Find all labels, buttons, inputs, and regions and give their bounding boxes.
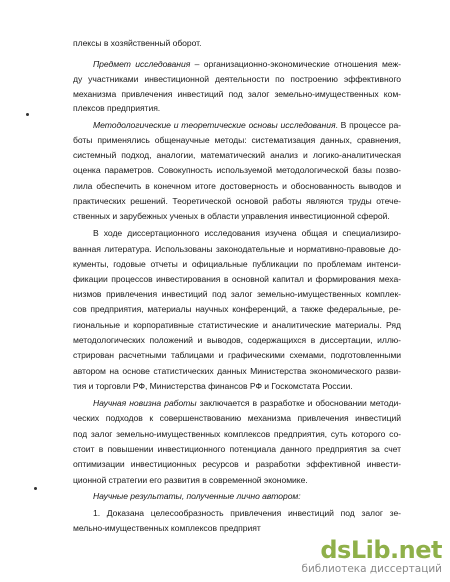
italic-heading: Предмет исследования <box>93 59 191 69</box>
text-run: фикации процессов инвестирования в основной капитал и формирования меха- <box>73 274 401 284</box>
text-line <box>73 523 401 533</box>
text-run: боты применялись общенаучные методы: систематизация данных, сравнения, <box>73 135 401 145</box>
text-run: плексов предприятия. <box>73 103 161 113</box>
text-run: плексы в хозяйственный оборот. <box>73 38 202 48</box>
text-run: практических решений. Теоретической основой работы являются труды отече- <box>73 196 401 206</box>
text-run: стоит в повышении инвестиционного потенциала данного предприятия за счет <box>73 444 401 454</box>
italic-heading: Методологические и теоретические основы исследования <box>93 120 336 130</box>
text-run: гиональные и корпоративные статистические и аналитические материалы. Ряд <box>73 320 401 330</box>
text-run: мельно-имущественных комплексов предприят <box>73 523 261 533</box>
text-line <box>73 74 401 84</box>
text-line <box>73 38 401 48</box>
text-line <box>93 491 401 501</box>
text-run: ванная литература. Использованы законодательные и нормативно-правовые до- <box>73 244 401 254</box>
text-line <box>73 350 401 360</box>
text-line <box>73 103 401 113</box>
text-line <box>93 398 401 408</box>
text-line <box>73 444 401 454</box>
text-run: стрирован расчетными таблицами и графическими схемами, подготовленными <box>73 350 401 360</box>
text-line <box>73 459 401 469</box>
text-line <box>73 259 401 269</box>
text-line <box>73 335 401 345</box>
text-run: ственных и зарубежных ученых в области управления инвестиционной сферой. <box>73 211 390 221</box>
text-run: кументы, годовые отчеты и официальные публикации по проблемам интенси- <box>73 259 401 269</box>
watermark-subtitle: библиотека диссертаций <box>301 563 442 575</box>
margin-mark <box>26 113 29 116</box>
text-run: ческих подходов к совершенствованию механизма привлечения инвестиций <box>73 413 401 423</box>
text-run: системный подход, аналогии, математический анализ и логико-аналитическая <box>73 150 401 160</box>
text-line <box>93 228 401 238</box>
text-line <box>73 366 401 376</box>
text-line <box>73 413 401 423</box>
text-line <box>93 120 401 130</box>
text-line <box>73 475 401 485</box>
text-run: под залог земельно-имущественных комплексов предприятия, суть которого со- <box>73 429 401 439</box>
text-run: ду участниками инвестиционной деятельности по построению эффективного <box>73 74 401 84</box>
text-line <box>93 508 401 518</box>
text-run: оценка параметров. Совокупность используемой методологической базы позво- <box>73 165 401 175</box>
italic-heading: Научные результаты, полученные лично автором: <box>93 491 301 501</box>
text-line <box>73 381 401 391</box>
text-run: низмов привлечения инвестиций под залог земельно-имущественных комплек- <box>73 289 401 299</box>
text-run: лила обеспечить в конечном итоге достоверность и обоснованность выводов и <box>73 181 401 191</box>
text-run: ционной стратегии его развития в современной экономике. <box>73 475 308 485</box>
text-line <box>73 135 401 145</box>
text-line <box>73 211 401 221</box>
text-line <box>73 196 401 206</box>
text-line <box>73 289 401 299</box>
text-line <box>73 429 401 439</box>
margin-mark <box>34 487 37 490</box>
text-line <box>73 89 401 99</box>
text-line <box>73 320 401 330</box>
text-run: – организационно-экономические отношения меж- <box>190 59 401 69</box>
text-line <box>73 165 401 175</box>
watermark-logo: dsLib.net <box>320 536 442 564</box>
text-run: механизма привлечения инвестиций под залог земельно-имущественных ком- <box>73 89 401 99</box>
text-run: тия и торговли РФ, Министерства финансов РФ и Госкомстата России. <box>73 381 353 391</box>
text-run: 1. Доказана целесообразность привлечения инвестиций под залог зе- <box>93 508 401 518</box>
text-run: методологических положений и выводов, содержащихся в диссертации, иллю- <box>73 335 401 345</box>
text-run: заключается в разработке и обосновании методи- <box>196 398 402 408</box>
text-run: автором на основе статистических данных Министерства экономического разви- <box>73 366 401 376</box>
text-run: оптимизации инвестиционных ресурсов и разработки эффективной инвести- <box>73 459 401 469</box>
text-line <box>73 244 401 254</box>
text-line <box>73 304 401 314</box>
text-line <box>73 181 401 191</box>
text-line <box>73 150 401 160</box>
text-run: В ходе диссертационного исследования изучена общая и специализиро- <box>93 228 401 238</box>
text-run: сов предприятия, материалы научных конференций, а также федеральные, ре- <box>73 304 401 314</box>
text-run: . В процессе ра- <box>335 120 401 130</box>
text-line <box>93 59 401 69</box>
watermark <box>301 536 442 576</box>
italic-heading: Научная новизна работы <box>93 398 197 408</box>
text-line <box>73 274 401 284</box>
